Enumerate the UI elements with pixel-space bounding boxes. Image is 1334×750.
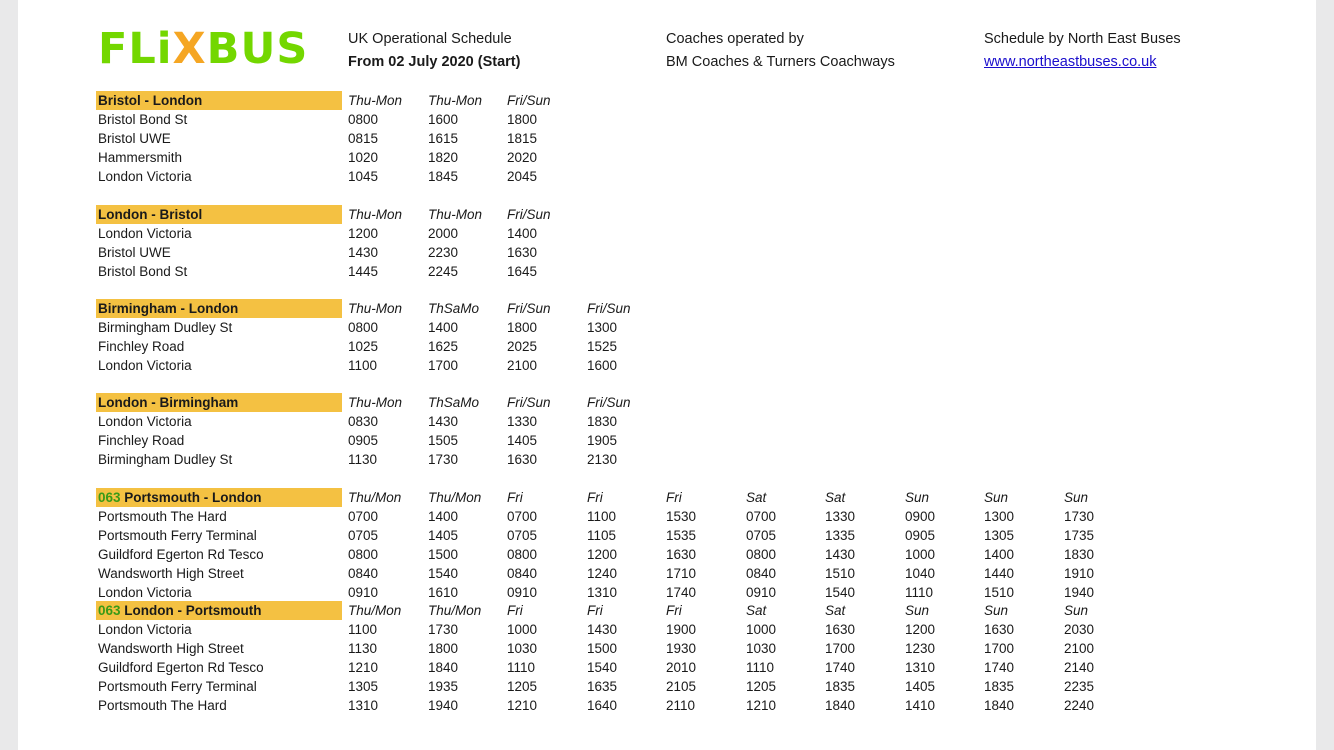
route-number: 063 — [98, 490, 121, 505]
day-column-header: Fri/Sun — [507, 301, 551, 316]
departure-time: 1410 — [905, 697, 936, 713]
departure-time: 1500 — [428, 546, 459, 562]
day-column-header: Thu-Mon — [348, 207, 403, 222]
departure-time: 1210 — [746, 697, 777, 713]
route-title: Portsmouth - London — [124, 490, 262, 505]
stop-name: Bristol UWE — [98, 130, 171, 146]
stop-row — [98, 148, 1198, 167]
departure-time: 1020 — [348, 149, 379, 165]
operators-names: BM Coaches & Turners Coachways — [666, 54, 895, 70]
departure-time: 1430 — [428, 413, 459, 429]
departure-time: 0905 — [348, 432, 379, 448]
departure-time: 0705 — [348, 527, 379, 543]
departure-time: 1505 — [428, 432, 459, 448]
departure-time: 1230 — [905, 640, 936, 656]
departure-time: 1300 — [984, 508, 1015, 524]
day-column-header: Sun — [1064, 603, 1089, 618]
stop-row — [98, 356, 1198, 375]
day-column-header: Fri — [587, 490, 603, 505]
stop-name: London Victoria — [98, 621, 192, 637]
departure-time: 1105 — [587, 527, 617, 543]
departure-time: 1110 — [905, 584, 934, 600]
departure-time: 1730 — [428, 451, 459, 467]
day-column-header: Sat — [825, 490, 846, 505]
departure-time: 1815 — [507, 130, 538, 146]
day-column-header: Fri/Sun — [507, 93, 551, 108]
stop-row — [98, 507, 1198, 526]
departure-time: 1740 — [984, 659, 1015, 675]
day-column-header: Fri — [666, 490, 682, 505]
departure-time: 0800 — [348, 546, 379, 562]
departure-time: 1240 — [587, 565, 618, 581]
departure-time: 0910 — [348, 584, 379, 600]
departure-time: 1535 — [666, 527, 697, 543]
departure-time: 1330 — [507, 413, 538, 429]
stop-name: London Victoria — [98, 357, 192, 373]
schedule-start-date: From 02 July 2020 (Start) — [348, 54, 521, 70]
departure-time: 1625 — [428, 338, 459, 354]
stop-name: Bristol UWE — [98, 244, 171, 260]
day-column-header: Thu-Mon — [348, 301, 403, 316]
departure-time: 1835 — [825, 678, 856, 694]
schedule-by-label: Schedule by North East Buses — [984, 31, 1181, 47]
day-column-header: Thu/Mon — [428, 490, 482, 505]
stop-row — [98, 243, 1198, 262]
departure-time: 1100 — [348, 357, 378, 373]
departure-time: 1730 — [428, 621, 459, 637]
stop-row — [98, 110, 1198, 129]
stop-row — [98, 412, 1198, 431]
day-column-header: Sun — [905, 603, 930, 618]
departure-time: 0900 — [905, 508, 936, 524]
route-header — [98, 601, 1198, 620]
departure-time: 1510 — [984, 584, 1015, 600]
departure-time: 1430 — [587, 621, 618, 637]
departure-time: 0800 — [348, 111, 379, 127]
departure-time: 1830 — [587, 413, 618, 429]
departure-time: 1700 — [428, 357, 459, 373]
departure-time: 1700 — [984, 640, 1015, 656]
departure-time: 1525 — [587, 338, 618, 354]
departure-time: 0700 — [746, 508, 777, 524]
departure-time: 1440 — [984, 565, 1015, 581]
stop-name: Bristol Bond St — [98, 111, 188, 127]
day-column-header: Fri/Sun — [507, 395, 551, 410]
departure-time: 1045 — [348, 168, 379, 184]
flixbus-logo: FLiXBUS — [98, 24, 309, 74]
stop-name: Hammersmith — [98, 149, 183, 165]
day-column-header: Fri — [507, 603, 523, 618]
operators-block — [666, 28, 895, 74]
stop-row — [98, 526, 1198, 545]
operators-label: Coaches operated by — [666, 31, 804, 47]
departure-time: 1110 — [507, 659, 536, 675]
stop-name: Bristol Bond St — [98, 263, 188, 279]
departure-time: 2140 — [1064, 659, 1095, 675]
departure-time: 2030 — [1064, 621, 1095, 637]
departure-time: 1400 — [507, 225, 538, 241]
stop-row — [98, 167, 1198, 186]
route-name — [96, 299, 342, 318]
day-column-header: Thu-Mon — [348, 93, 403, 108]
day-column-header: Sun — [905, 490, 930, 505]
day-column-header: Fri/Sun — [587, 395, 631, 410]
departure-time: 0705 — [507, 527, 538, 543]
departure-time: 2130 — [587, 451, 618, 467]
departure-time: 1305 — [984, 527, 1015, 543]
stop-name: Finchley Road — [98, 338, 185, 354]
route-name — [96, 488, 342, 507]
day-column-header: Fri — [666, 603, 682, 618]
departure-time: 1630 — [507, 451, 538, 467]
day-column-header: Sun — [984, 603, 1009, 618]
route-header — [98, 299, 1198, 318]
departure-time: 0840 — [507, 565, 538, 581]
departure-time: 1335 — [825, 527, 856, 543]
departure-time: 1940 — [428, 697, 459, 713]
route-name — [96, 393, 342, 412]
route-title: London - Bristol — [98, 207, 203, 222]
departure-time: 1200 — [348, 225, 379, 241]
stop-name: Guildford Egerton Rd Tesco — [98, 546, 264, 562]
departure-time: 1030 — [507, 640, 538, 656]
schedule-title: UK Operational Schedule — [348, 31, 512, 47]
stop-name: London Victoria — [98, 584, 192, 600]
stop-name: Wandsworth High Street — [98, 640, 244, 656]
departure-time: 1445 — [348, 263, 379, 279]
day-column-header: Thu-Mon — [428, 207, 483, 222]
departure-time: 1840 — [984, 697, 1015, 713]
stop-name: Guildford Egerton Rd Tesco — [98, 659, 264, 675]
departure-time: 1630 — [507, 244, 538, 260]
departure-time: 1540 — [825, 584, 856, 600]
departure-time: 1205 — [746, 678, 777, 694]
departure-time: 1800 — [428, 640, 459, 656]
schedule-title-block — [348, 28, 520, 74]
departure-time: 1935 — [428, 678, 459, 694]
departure-time: 2110 — [666, 697, 696, 713]
departure-time: 1200 — [587, 546, 618, 562]
day-column-header: Sat — [746, 490, 767, 505]
departure-time: 1310 — [348, 697, 379, 713]
departure-time: 1510 — [825, 565, 856, 581]
stop-name: Birmingham Dudley St — [98, 319, 233, 335]
stop-name: Portsmouth Ferry Terminal — [98, 527, 257, 543]
departure-time: 2100 — [1064, 640, 1095, 656]
stop-name: Wandsworth High Street — [98, 565, 244, 581]
departure-time: 1130 — [348, 451, 378, 467]
departure-time: 1635 — [587, 678, 618, 694]
day-column-header: Sat — [825, 603, 846, 618]
departure-time: 2235 — [1064, 678, 1095, 694]
departure-time: 1640 — [587, 697, 618, 713]
departure-time: 0910 — [507, 584, 538, 600]
route-title: Bristol - London — [98, 93, 203, 108]
departure-time: 1100 — [348, 621, 378, 637]
departure-time: 2025 — [507, 338, 538, 354]
stop-row — [98, 337, 1198, 356]
departure-time: 1200 — [905, 621, 936, 637]
departure-time: 1940 — [1064, 584, 1095, 600]
departure-time: 1845 — [428, 168, 459, 184]
day-column-header: Thu/Mon — [348, 490, 402, 505]
departure-time: 0840 — [746, 565, 777, 581]
departure-time: 2020 — [507, 149, 538, 165]
departure-time: 0700 — [507, 508, 538, 524]
departure-time: 2045 — [507, 168, 538, 184]
stop-row — [98, 696, 1198, 715]
stop-row — [98, 677, 1198, 696]
departure-time: 1000 — [905, 546, 936, 562]
departure-time: 2245 — [428, 263, 459, 279]
departure-time: 1910 — [1064, 565, 1095, 581]
departure-time: 1210 — [507, 697, 538, 713]
departure-time: 1530 — [666, 508, 697, 524]
departure-time: 1630 — [666, 546, 697, 562]
departure-time: 1740 — [666, 584, 697, 600]
departure-time: 1800 — [507, 319, 538, 335]
departure-time: 2105 — [666, 678, 697, 694]
stop-name: London Victoria — [98, 168, 192, 184]
departure-time: 1540 — [428, 565, 459, 581]
day-column-header: Fri — [507, 490, 523, 505]
departure-time: 1645 — [507, 263, 538, 279]
departure-time: 1430 — [348, 244, 379, 260]
departure-time: 1310 — [587, 584, 618, 600]
route-header — [98, 91, 1198, 110]
departure-time: 1840 — [428, 659, 459, 675]
departure-time: 1130 — [348, 640, 378, 656]
departure-time: 1210 — [348, 659, 379, 675]
departure-time: 1300 — [587, 319, 618, 335]
departure-time: 1100 — [587, 508, 617, 524]
departure-time: 2100 — [507, 357, 538, 373]
route-header — [98, 205, 1198, 224]
stop-row — [98, 129, 1198, 148]
day-column-header: ThSaMo — [428, 395, 480, 410]
departure-time: 1700 — [825, 640, 856, 656]
stop-name: London Victoria — [98, 225, 192, 241]
departure-time: 1305 — [348, 678, 379, 694]
route-name — [96, 205, 342, 224]
route-name — [96, 91, 342, 110]
departure-time: 0910 — [746, 584, 777, 600]
stop-name: London Victoria — [98, 413, 192, 429]
stop-name: Portsmouth The Hard — [98, 697, 227, 713]
departure-time: 1830 — [1064, 546, 1095, 562]
website-link[interactable]: www.northeastbuses.co.uk — [984, 54, 1157, 70]
stop-name: Portsmouth Ferry Terminal — [98, 678, 257, 694]
day-column-header: Sat — [746, 603, 767, 618]
departure-time: 1110 — [746, 659, 775, 675]
departure-time: 1820 — [428, 149, 459, 165]
departure-time: 1740 — [825, 659, 856, 675]
departure-time: 1000 — [746, 621, 777, 637]
route-header — [98, 488, 1198, 507]
route-name — [96, 601, 342, 620]
stop-row — [98, 583, 1198, 602]
stop-row — [98, 450, 1198, 469]
departure-time: 1330 — [825, 508, 856, 524]
departure-time: 0800 — [507, 546, 538, 562]
departure-time: 1400 — [984, 546, 1015, 562]
departure-time: 2240 — [1064, 697, 1095, 713]
departure-time: 2010 — [666, 659, 697, 675]
day-column-header: Sun — [984, 490, 1009, 505]
departure-time: 1500 — [587, 640, 618, 656]
departure-time: 1900 — [666, 621, 697, 637]
departure-time: 2000 — [428, 225, 459, 241]
stop-row — [98, 262, 1198, 281]
day-column-header: Fri — [587, 603, 603, 618]
day-column-header: Thu-Mon — [348, 395, 403, 410]
departure-time: 1310 — [905, 659, 936, 675]
schedule-by-block — [984, 28, 1181, 74]
day-column-header: Fri/Sun — [507, 207, 551, 222]
departure-time: 1000 — [507, 621, 538, 637]
departure-time: 1430 — [825, 546, 856, 562]
departure-time: 1400 — [428, 508, 459, 524]
day-column-header: Thu-Mon — [428, 93, 483, 108]
route-title: Birmingham - London — [98, 301, 239, 316]
departure-time: 1205 — [507, 678, 538, 694]
stop-row — [98, 564, 1198, 583]
departure-time: 1405 — [905, 678, 936, 694]
departure-time: 1800 — [507, 111, 538, 127]
departure-time: 0800 — [746, 546, 777, 562]
departure-time: 1610 — [428, 584, 459, 600]
departure-time: 1730 — [1064, 508, 1095, 524]
day-column-header: Thu/Mon — [348, 603, 402, 618]
route-header — [98, 393, 1198, 412]
departure-time: 1540 — [587, 659, 618, 675]
stop-name: Finchley Road — [98, 432, 185, 448]
stop-row — [98, 620, 1198, 639]
departure-time: 1630 — [825, 621, 856, 637]
stop-name: Birmingham Dudley St — [98, 451, 233, 467]
stop-row — [98, 318, 1198, 337]
departure-time: 1600 — [428, 111, 459, 127]
departure-time: 2230 — [428, 244, 459, 260]
stop-row — [98, 639, 1198, 658]
day-column-header: Thu/Mon — [428, 603, 482, 618]
departure-time: 0840 — [348, 565, 379, 581]
departure-time: 0705 — [746, 527, 777, 543]
departure-time: 0815 — [348, 130, 379, 146]
day-column-header: Sun — [1064, 490, 1089, 505]
departure-time: 1630 — [984, 621, 1015, 637]
departure-time: 1905 — [587, 432, 618, 448]
departure-time: 1600 — [587, 357, 618, 373]
stop-name: Portsmouth The Hard — [98, 508, 227, 524]
stop-row — [98, 658, 1198, 677]
departure-time: 1040 — [905, 565, 936, 581]
day-column-header: ThSaMo — [428, 301, 480, 316]
stop-row — [98, 431, 1198, 450]
stop-row — [98, 545, 1198, 564]
departure-time: 1835 — [984, 678, 1015, 694]
departure-time: 1615 — [428, 130, 459, 146]
departure-time: 0830 — [348, 413, 379, 429]
route-number: 063 — [98, 603, 121, 618]
departure-time: 0800 — [348, 319, 379, 335]
departure-time: 1030 — [746, 640, 777, 656]
departure-time: 1025 — [348, 338, 379, 354]
departure-time: 1930 — [666, 640, 697, 656]
departure-time: 1840 — [825, 697, 856, 713]
day-column-header: Fri/Sun — [587, 301, 631, 316]
schedule-page — [18, 0, 1316, 750]
departure-time: 0905 — [905, 527, 936, 543]
departure-time: 0700 — [348, 508, 379, 524]
route-title: London - Portsmouth — [124, 603, 262, 618]
stop-row — [98, 224, 1198, 243]
departure-time: 1710 — [666, 565, 697, 581]
departure-time: 1400 — [428, 319, 459, 335]
departure-time: 1735 — [1064, 527, 1095, 543]
departure-time: 1405 — [428, 527, 459, 543]
route-title: London - Birmingham — [98, 395, 239, 410]
departure-time: 1405 — [507, 432, 538, 448]
